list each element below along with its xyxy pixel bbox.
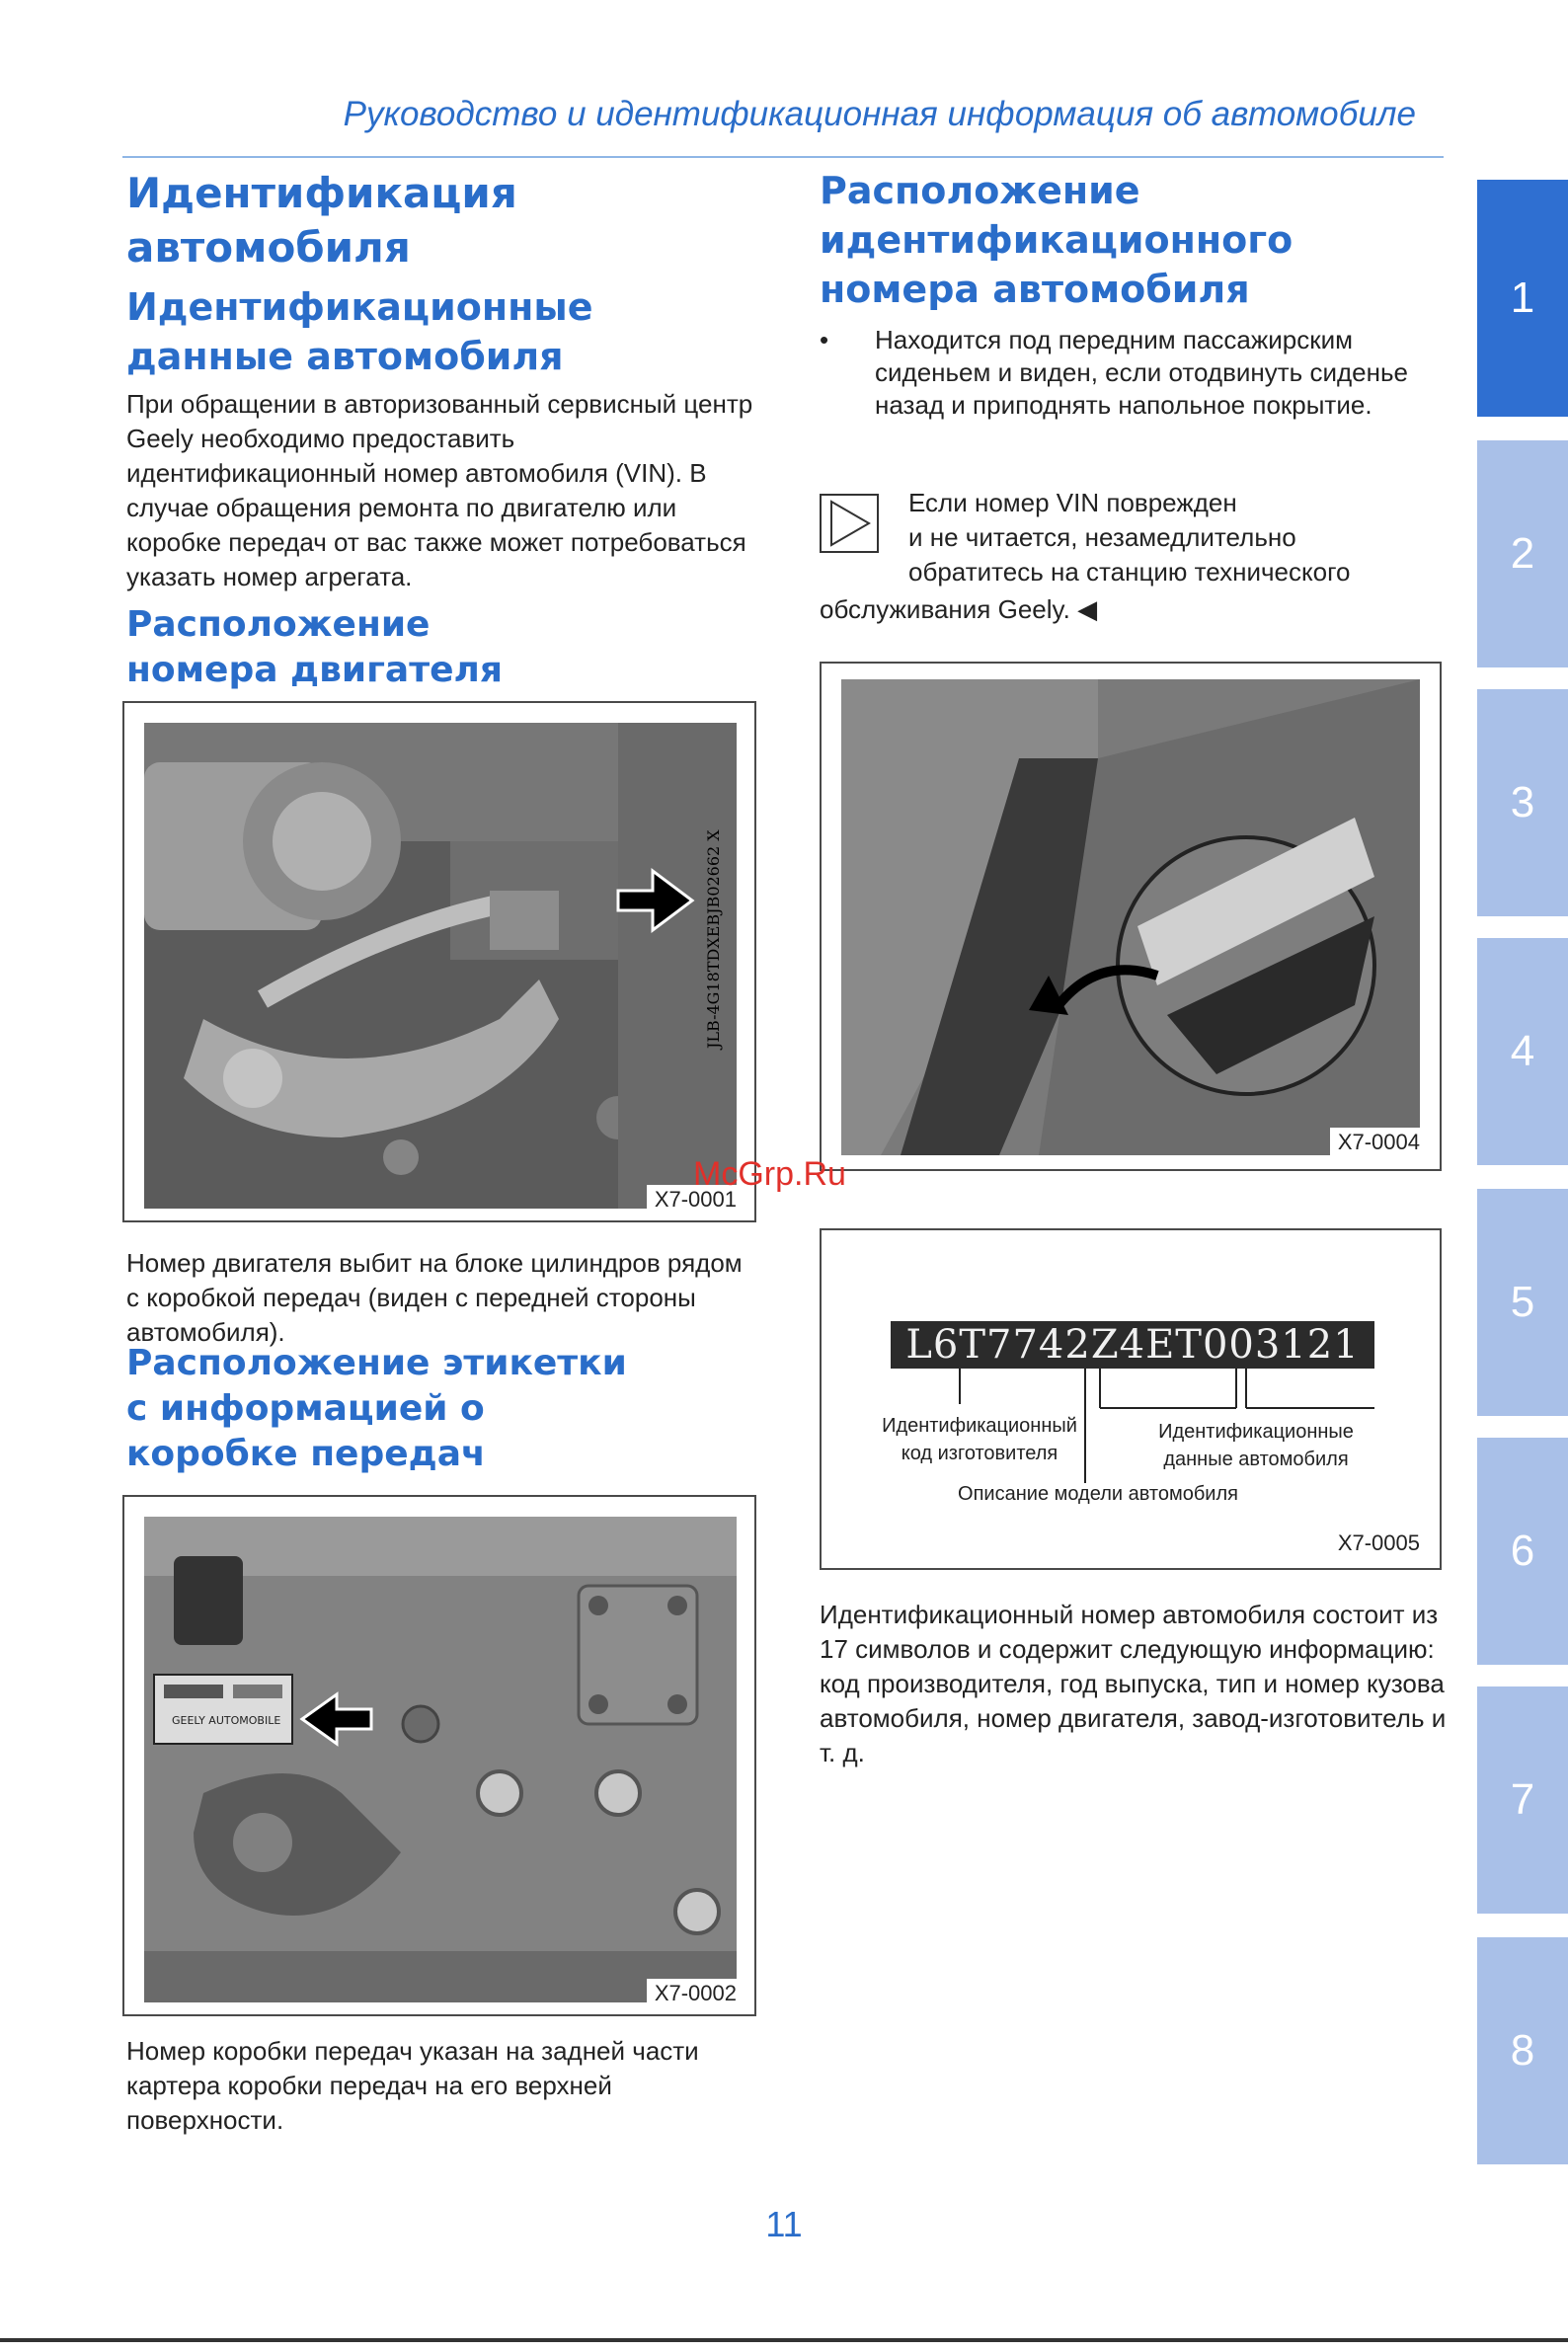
header-rule [122,156,1444,158]
right-column [820,166,1451,422]
running-header: Руководство и идентификационная информация об автомобиле [343,95,1416,133]
bullet-text: Находится под передним пассажирским сиденьем и виден, если отодвинуть сиденье назад и приподнять напольное покрытие. [875,325,1408,420]
note-line-2: и не читается, незамедлительно [908,522,1296,552]
chapter-tab-1[interactable]: 1 [1477,180,1568,417]
manufacturer-code-label-2: код изготовителя [901,1443,1058,1464]
vin-plate: L6T7742Z4ET003121 [891,1321,1374,1369]
gearbox-figure [122,1495,756,2016]
vehicle-data-label-2: данные автомобиля [1163,1449,1349,1470]
figure-code: X7-0002 [647,1979,745,2008]
left-column [126,166,758,693]
subsection-title: Идентификационные данные автомобиля [126,285,593,378]
model-description-label: Описание модели автомобиля [958,1483,1238,1505]
figure-code: X7-0001 [647,1185,745,1215]
gearbox-photo [144,1517,737,2002]
vin-seat-photo [841,679,1420,1155]
chapter-tabs [1477,0,1568,2352]
engine-figure [122,701,756,1222]
chapter-tab-7[interactable]: 7 [1477,1686,1568,1914]
engine-number-heading: Расположение номера двигателя [126,604,503,690]
vin-brackets [822,1230,1444,1572]
vin-location-bullet [820,324,1467,422]
gearbox-label-text: GEELY AUTOMOBILE [172,1714,281,1727]
engine-photo [144,723,737,1209]
chapter-tab-8[interactable]: 8 [1477,1937,1568,2164]
engine-caption: Номер двигателя выбит на блоке цилиндров рядом с коробкой передач (виден с передней стороны автомобиля). [126,1248,743,1347]
vehicle-data-label: Идентификационные [1158,1421,1354,1443]
note-tail: обслуживания Geely. [820,594,1070,624]
manufacturer-code-label: Идентификационный [882,1415,1077,1437]
note-icon [820,494,879,553]
bottom-rule [0,2338,1568,2342]
gearbox-caption: Номер коробки передач указан на задней части картера коробки передач на его верхней поверхности. [126,2036,699,2135]
bullet-dot: • [820,325,829,354]
chapter-tab-2[interactable]: 2 [1477,440,1568,667]
note-line-1: Если номер VIN поврежден [908,488,1237,517]
watermark: McGrp.Ru [693,1155,846,1193]
vin-note [820,486,1451,634]
page-number: 11 [765,2204,803,2244]
chapter-tab-3[interactable]: 3 [1477,689,1568,916]
intro-paragraph: При обращении в авторизованный сервисный центр Geely необходимо предоставить идентификационный номер автомобиля (VIN). В случае обращения ремонта по двигателю или коробке передач от вас также может потребоваться указать номер агрегата. [126,389,753,591]
gearbox-label-heading: Расположение этикетки с информацией о коробке передач [126,1343,627,1474]
chapter-tab-6[interactable]: 6 [1477,1438,1568,1665]
vin-location-heading: Расположение идентификационного номера автомобиля [820,169,1294,311]
chapter-tab-5[interactable]: 5 [1477,1189,1568,1416]
note-end-icon: ◀ [1077,594,1098,624]
vin-description: Идентификационный номер автомобиля состоит из 17 символов и содержит следующую информацию: код производителя, год выпуска, тип и номер кузова автомобиля, номер двигателя, завод-изготовитель и т. д. [820,1600,1447,1767]
vin-seat-figure [820,662,1442,1171]
vin-structure-figure [820,1228,1442,1570]
chapter-tab-4[interactable]: 4 [1477,938,1568,1165]
engine-stamp-text: JLB-4G18TDXEBJB02662 X [704,829,723,1049]
section-title: Идентификация автомобиля [126,169,517,272]
figure-code: X7-0005 [1330,1529,1428,1558]
note-line-3: обратитесь на станцию технического [908,557,1351,587]
figure-code: X7-0004 [1330,1128,1428,1157]
